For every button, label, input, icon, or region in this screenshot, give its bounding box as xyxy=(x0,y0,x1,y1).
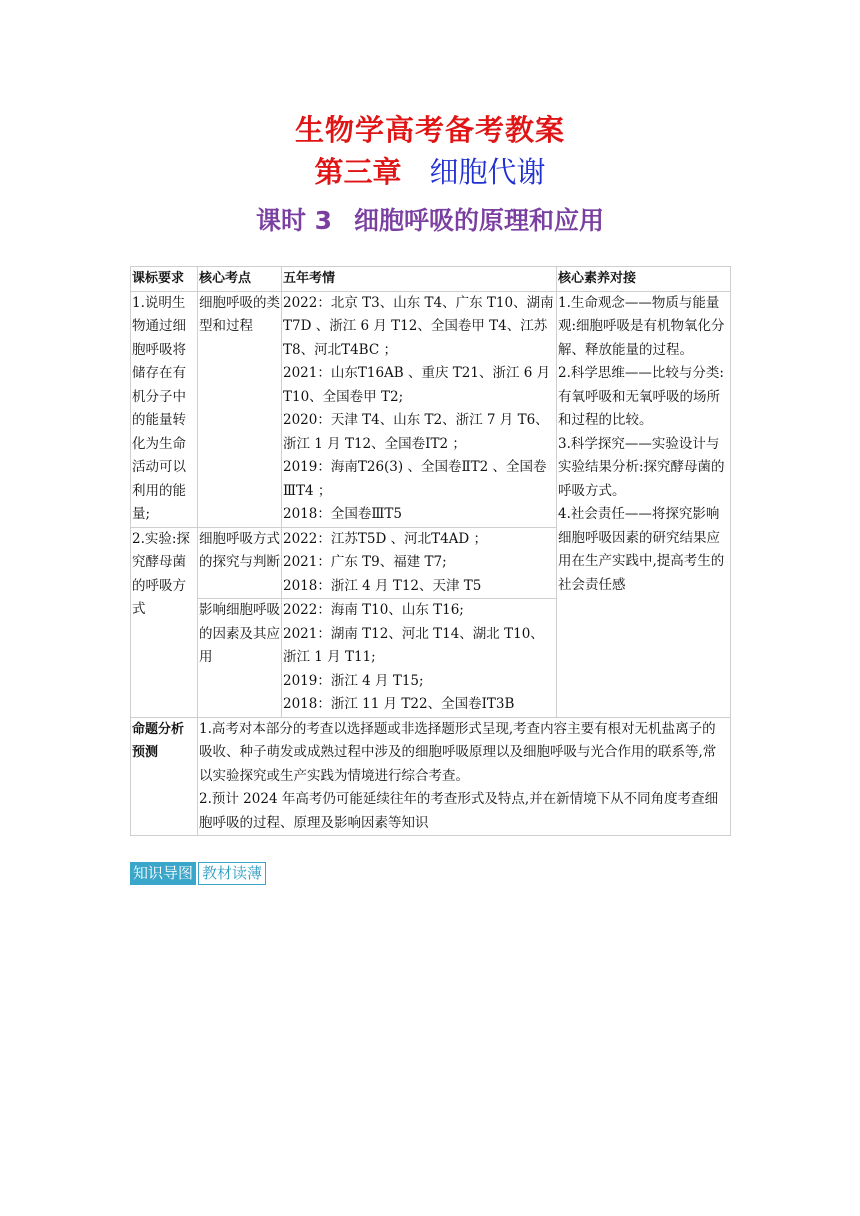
prediction-label: 命题分析预测 xyxy=(131,717,198,836)
exam-history-line: 2022：北京 T3、山东 T4、广东 T10、湖南T7D 、浙江 6 月 T12、全国卷甲 T4、江苏 T8、河北T4BC ； xyxy=(283,294,554,358)
exam-history-line: 2021：山东T16AB 、重庆 T21、浙江 6 月 T10、全国卷甲 T2; xyxy=(283,365,551,405)
requirement-cell: 1.说明生物通过细胞呼吸将储存在有机分子中的能量转化为生命活动可以利用的能量; xyxy=(131,291,198,527)
exam-history-line: 2021：湖南 T12、河北 T14、湖北 T10、浙江 1 月 T11; xyxy=(283,625,544,665)
exam-history-cell xyxy=(282,291,557,527)
section-tags xyxy=(130,862,266,885)
lesson-number: 课时 3 xyxy=(255,206,333,235)
exam-history-line: 2018：浙江 4 月 T12、天津 T5 xyxy=(283,577,482,594)
literacy-item: 1.生命观念——物质与能量观:细胞呼吸是有机物氧化分解、释放能量的过程。 xyxy=(558,294,725,358)
exam-history-cell xyxy=(282,527,557,599)
exam-history-line: 2022：海南 T10、山东 T16; xyxy=(283,602,464,618)
prediction-item: 2.预计 2024 年高考仍可能延续往年的考查形式及特点,并在新情境下从不同角度考查细胞呼吸的过程、原理及影响因素等知识 xyxy=(199,791,719,831)
table-header-row xyxy=(131,267,731,292)
exam-history-line: 2019：浙江 4 月 T15; xyxy=(283,672,424,689)
exam-history-line: 2022：江苏T5D 、河北T4AD ； xyxy=(283,530,488,547)
header-exam-history: 五年考情 xyxy=(282,267,557,292)
literacy-item: 2.科学思维——比较与分类:有氧呼吸和无氧呼吸的场所和过程的比较。 xyxy=(558,365,724,428)
exam-history-line: 2021：广东 T9、福建 T7; xyxy=(283,554,447,570)
exam-history-line: 2018：全国卷ⅢT5 xyxy=(283,506,402,522)
literacy-item: 3.科学探究——实验设计与实验结果分析:探究酵母菌的呼吸方式。 xyxy=(558,435,725,499)
prediction-cell xyxy=(198,717,731,836)
chapter-name: 细胞代谢 xyxy=(429,155,546,189)
header-core-points: 核心考点 xyxy=(198,267,282,292)
tag-textbook-reading: 教材读薄 xyxy=(198,862,266,885)
lesson-name: 细胞呼吸的原理和应用 xyxy=(354,206,605,235)
header-literacy: 核心素养对接 xyxy=(557,267,731,292)
exam-history-line: 2020：天津 T4、山东 T2、浙江 7 月 T6、浙江 1 月 T12、全国卷ⅠT2 ； xyxy=(283,412,549,452)
literacy-item: 4.社会责任——将探究影响细胞呼吸因素的研究结果应用在生产实践中,提高考生的社会责任感 xyxy=(558,506,725,593)
lesson-title xyxy=(0,201,860,237)
core-point-cell: 细胞呼吸的类型和过程 xyxy=(198,291,282,527)
exam-overview-table xyxy=(130,266,731,836)
tag-knowledge-map: 知识导图 xyxy=(130,862,196,885)
literacy-cell xyxy=(557,291,731,717)
exam-history-cell xyxy=(282,599,557,718)
table-row xyxy=(131,291,731,527)
prediction-item: 1.高考对本部分的考查以选择题或非选择题形式呈现,考查内容主要有根对无机盐离子的吸收、种子萌发或成熟过程中涉及的细胞呼吸原理以及细胞呼吸与光合作用的联系等,常以实验探究或生产实践为情境进行综合考查。 xyxy=(199,720,717,784)
document-title: 生物学高考备考教案 xyxy=(294,113,565,147)
requirement-cell: 2.实验:探究酵母菌的呼吸方式 xyxy=(131,527,198,717)
core-point-cell: 影响细胞呼吸的因素及其应用 xyxy=(198,599,282,718)
chapter-number: 第三章 xyxy=(314,155,402,189)
chapter-title xyxy=(0,150,860,191)
core-point-cell: 细胞呼吸方式的探究与判断 xyxy=(198,527,282,599)
exam-history-line: 2019：海南T26(3) 、全国卷ⅡT2 、全国卷ⅢT4 ； xyxy=(283,459,547,499)
header-requirements: 课标要求 xyxy=(131,267,198,292)
prediction-row xyxy=(131,717,731,836)
exam-history-line: 2018：浙江 11 月 T22、全国卷ⅠT3B xyxy=(283,696,515,712)
